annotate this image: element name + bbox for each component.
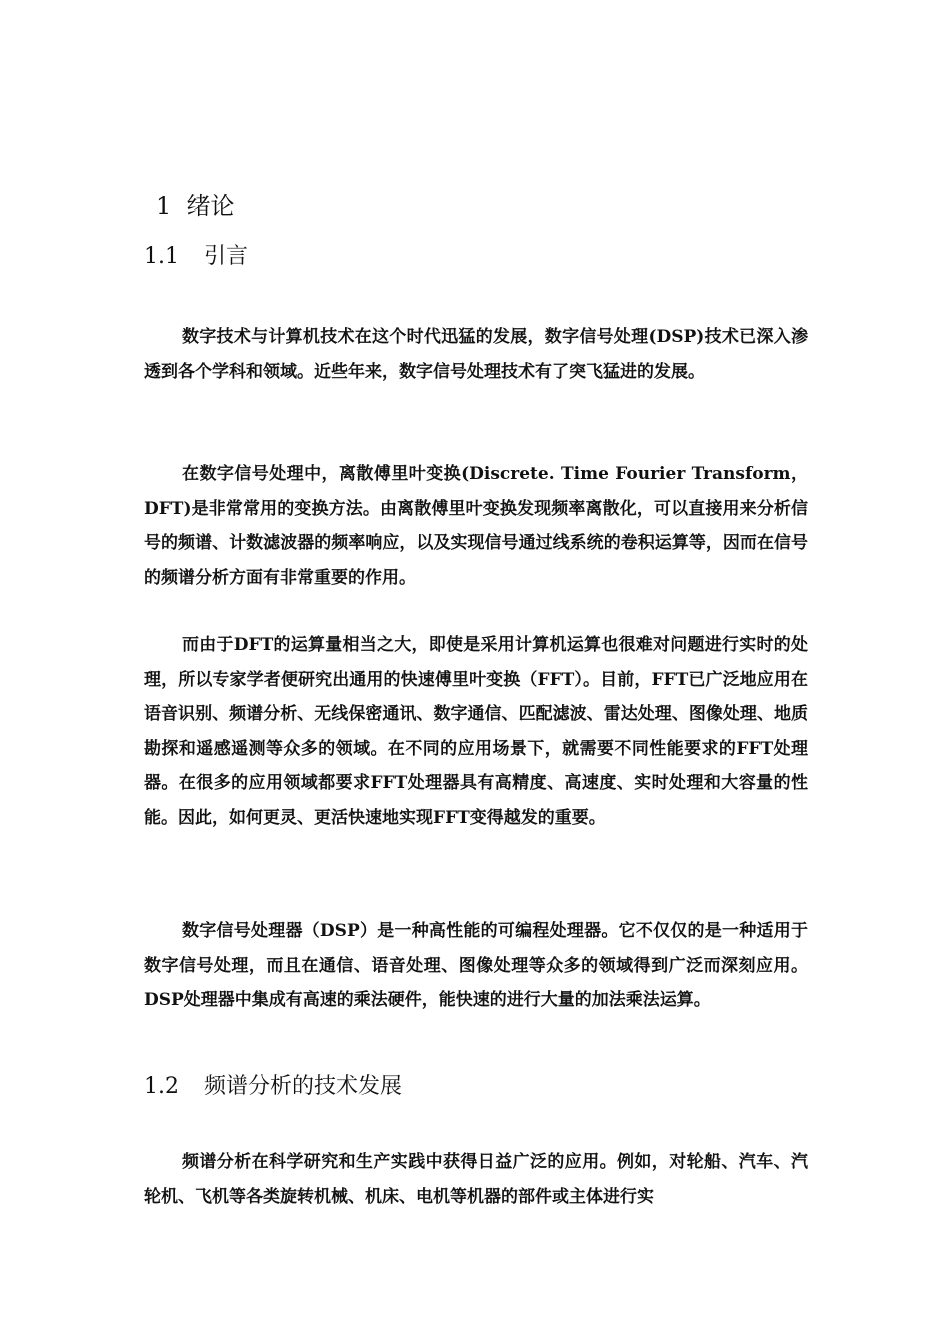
section-number: 1.1 bbox=[144, 244, 179, 269]
chapter-heading bbox=[156, 188, 235, 224]
paragraph-dsp-processor: 数字信号处理器（DSP）是一种高性能的可编程处理器。它不仅仅的是一种适用于数字信号处理，而且在通信、语音处理、图像处理等众多的领域得到广泛而深刻应用。DSP处理器中集成有高速的乘法硬件，能快速的进行大量的加法乘法运算。 bbox=[144, 921, 808, 1011]
section-heading-intro bbox=[144, 240, 248, 274]
section-title: 引言 bbox=[204, 244, 249, 269]
paragraph-dft: 在数字信号处理中，离散傅里叶变换(Discrete. Time Fourier Transform，DFT)是非常常用的变换方法。由离散傅里叶变换发现频率离散化，可以直接用来分析信号的频谱、计数滤波器的频率响应，以及实现信号通过线系统的卷积运算等，因而在信号的频谱分析方面有非常重要的作用。 bbox=[144, 464, 808, 588]
section-title: 频谱分析的技术发展 bbox=[204, 1074, 403, 1099]
chapter-title: 绪论 bbox=[186, 192, 235, 220]
paragraph-dsp-development: 数字技术与计算机技术在这个时代迅猛的发展，数字信号处理(DSP)技术已深入渗透到各个学科和领域。近些年来，数字信号处理技术有了突飞猛进的发展。 bbox=[144, 327, 808, 382]
paragraph-spectrum-analysis: 频谱分析在科学研究和生产实践中获得日益广泛的应用。例如，对轮船、汽车、汽轮机、飞机等各类旋转机械、机床、电机等机器的部件或主体进行实 bbox=[144, 1152, 808, 1207]
section-heading-spectrum bbox=[144, 1070, 402, 1104]
chapter-number: 1 bbox=[156, 192, 172, 220]
section-number: 1.2 bbox=[144, 1074, 179, 1099]
paragraph-fft: 而由于DFT的运算量相当之大，即使是采用计算机运算也很难对问题进行实时的处理，所以专家学者便研究出通用的快速傅里叶变换（FFT）。目前，FFT已广泛地应用在语音识别、频谱分析、无线保密通讯、数字通信、匹配滤波、雷达处理、图像处理、地质勘探和遥感遥测等众多的领域。在不同的应用场景下，就需要不同性能要求的FFT处理器。在很多的应用领域都要求FFT处理器具有高精度、高速度、实时处理和大容量的性能。因此，如何更灵、更活快速地实现FFT变得越发的重要。 bbox=[144, 635, 808, 828]
